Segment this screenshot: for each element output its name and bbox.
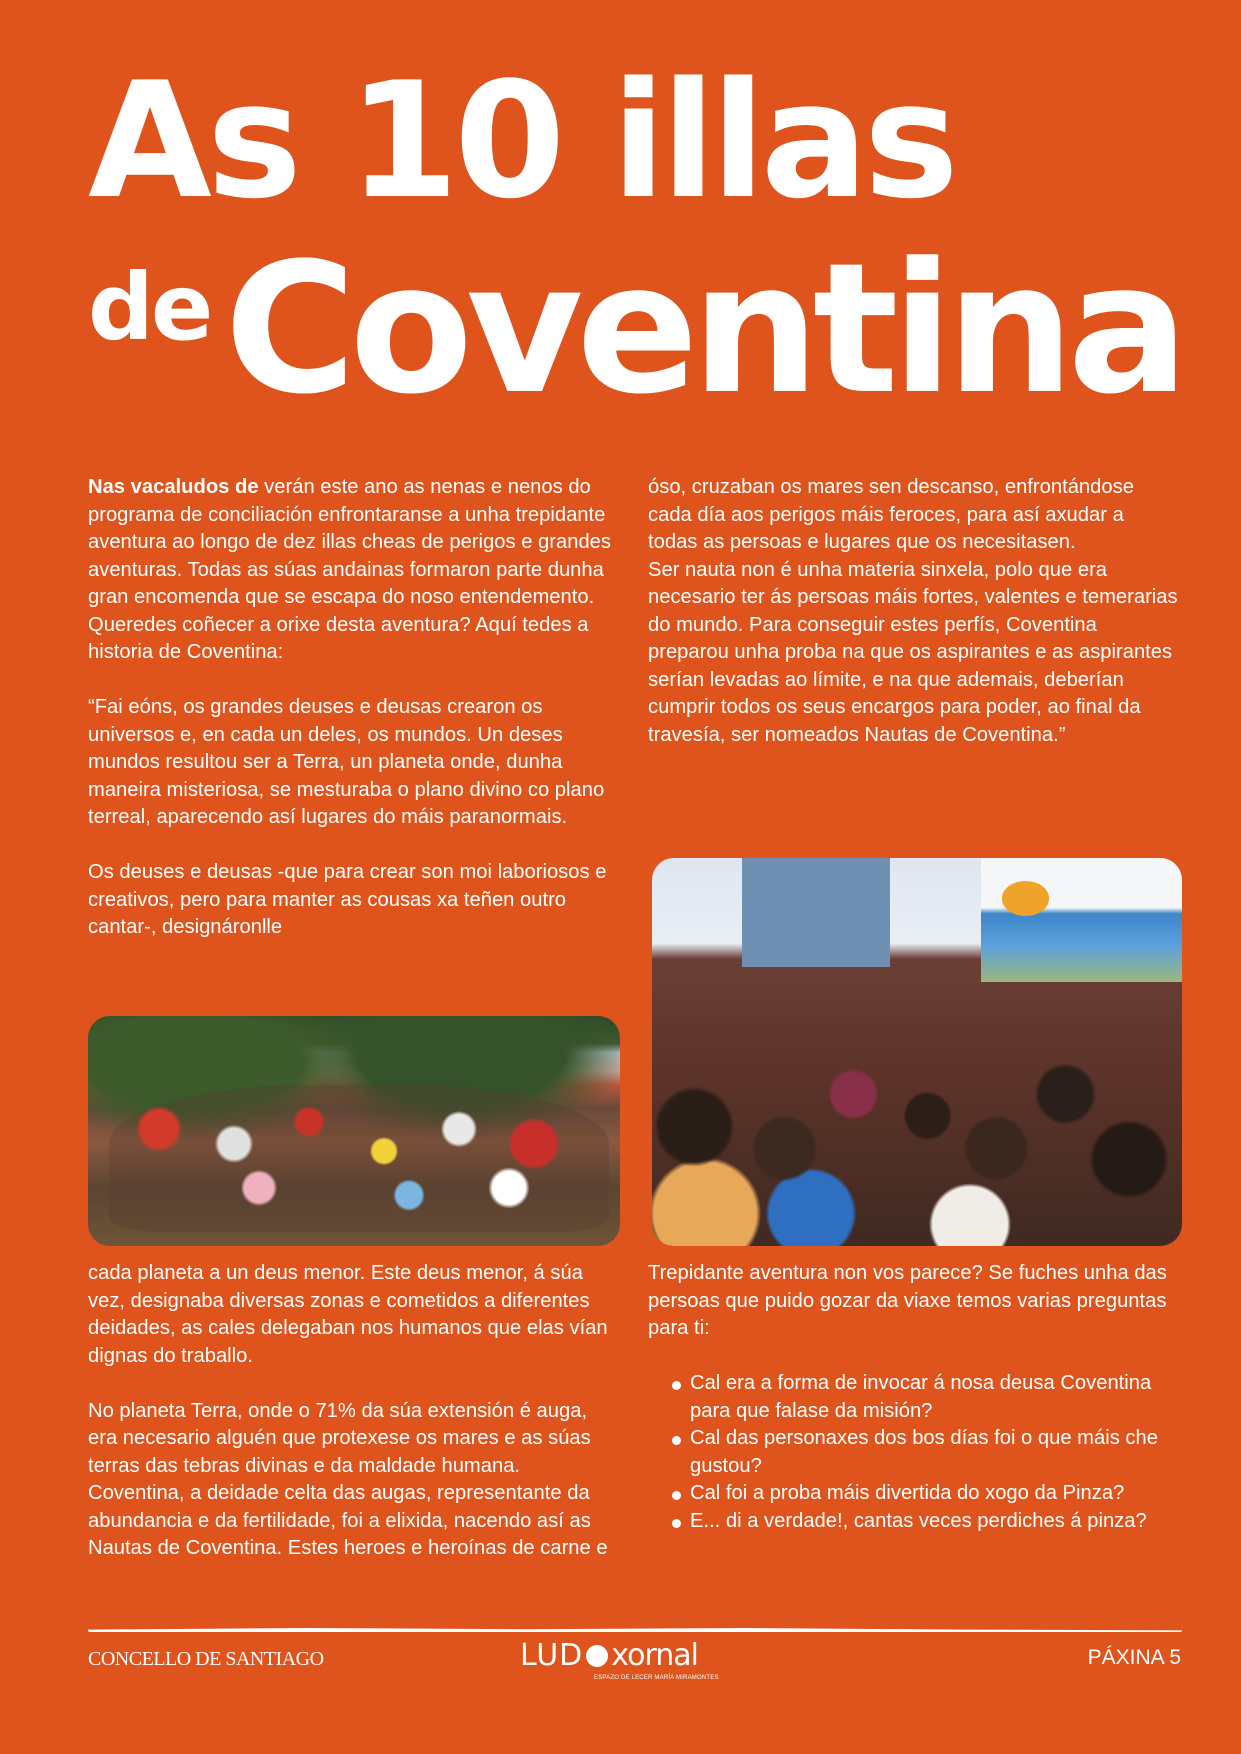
questions-list bbox=[648, 1370, 1178, 1535]
question-item: Cal foi a proba máis divertida do xogo da Pinza? bbox=[690, 1480, 1178, 1508]
title-line-2: Coventina bbox=[224, 225, 1182, 434]
statue-figure bbox=[742, 858, 890, 967]
story-paragraph-1: “Fai eóns, os grandes deuses e deusas crearon os universos e, en cada un deles, os mundos. Un deses mundos resultou ser a Terra, un planeta onde, dunha maneira misteriosa, se mesturaba o plano divino co plano terreal, aparecendo así lugares do máis paranormais. bbox=[88, 696, 605, 828]
group-photo-crowd bbox=[109, 1085, 609, 1232]
question-item: Cal era a forma de invocar á nosa deusa Coventina para que falase da misión? bbox=[690, 1370, 1178, 1425]
question-item: E... di a verdade!, cantas veces perdiches á pinza? bbox=[690, 1508, 1178, 1536]
questions-intro: Trepidante aventura non vos parece? Se fuches unha das persoas que puido gozar da viaxe temos varias preguntas para ti: bbox=[648, 1262, 1167, 1339]
group-photo bbox=[88, 1016, 620, 1246]
story-paragraph-3-continued: óso, cruzaban os mares sen descanso, enfrontándose cada día aos perigos máis feroces, para así axudar a todas as persoas e lugares que os necesitasen. bbox=[648, 476, 1134, 553]
intro-text: verán este ano as nenas e nenos do programa de conciliación enfrontaranse a unha trepidante aventura ao longo de dez illas cheas de perigos e grandes aventuras. Todas as súas andainas formaron parte dunha gran encomenda que se escapa do noso entendemento. Queredes coñecer a orixe desta aventura? Aquí tedes a historia de Coventina: bbox=[88, 476, 611, 663]
story-paragraph-2: Os deuses e deusas -que para crear son moi laboriosos e creativos, pero para manter as cousas xa teñen outro cantar-, designáronlle bbox=[88, 861, 607, 938]
story-paragraph-3: No planeta Terra, onde o 71% da súa extensión é auga, era necesario alguén que protexese os mares e as súas terras das tebras divinas e da maldade humana. Coventina, a deidade celta das augas, representante da abundancia e da fertilidade, foi a elixida, nacendo así as Nautas de Coventina. Estes heroes e heroínas de carne e bbox=[88, 1399, 608, 1559]
article-column-right-top bbox=[648, 474, 1178, 749]
title-row-2 bbox=[88, 225, 1188, 434]
sea-window bbox=[981, 858, 1182, 982]
logo-subtitle: ESPAZO DE LECER MARÍA MIRAMONTES bbox=[594, 1675, 719, 1681]
kids-ship-photo bbox=[652, 858, 1182, 1246]
logo-dot-icon bbox=[586, 1645, 608, 1667]
article-column-right-bottom bbox=[648, 1260, 1178, 1535]
story-paragraph-4: Ser nauta non é unha materia sinxela, polo que era necesario ter ás persoas máis fortes, valentes e temerarias do mundo. Para conseguir estes perfís, Coventina preparou unha proba na que os aspirantes e as aspirantes serían levadas ao límite, e na que ademais, deberían cumprir todos os seus encargos para poder, ao final da travesía, ser nomeados Nautas de Coventina.” bbox=[648, 558, 1178, 746]
logo-ludo-text: LUD bbox=[520, 1638, 584, 1673]
logo-xornal-text: xornal bbox=[611, 1638, 699, 1673]
title-line-1: As 10 illas bbox=[88, 47, 954, 234]
story-paragraph-2-continued: cada planeta a un deus menor. Este deus menor, á súa vez, designaba diversas zonas e cometidos a diferentes deidades, as cales delegaban nos humanos que elas vían dignas do traballo. bbox=[88, 1262, 608, 1367]
page-title bbox=[88, 47, 1188, 434]
question-item: Cal das personaxes dos bos días foi o que máis che gustou? bbox=[690, 1425, 1178, 1480]
ludoxornal-logo bbox=[520, 1640, 740, 1684]
footer-publisher: CONCELLO DE SANTIAGO bbox=[88, 1648, 324, 1670]
intro-lead: Nas vacaludos de bbox=[88, 476, 259, 498]
footer-divider bbox=[88, 1628, 1182, 1632]
title-de: de bbox=[88, 254, 211, 361]
intro-paragraph bbox=[88, 474, 618, 667]
page-number: PÁXINA 5 bbox=[1087, 1646, 1181, 1669]
children-group bbox=[652, 1029, 1182, 1246]
article-column-left-bottom bbox=[88, 1260, 618, 1563]
article-column-left-top bbox=[88, 474, 618, 942]
